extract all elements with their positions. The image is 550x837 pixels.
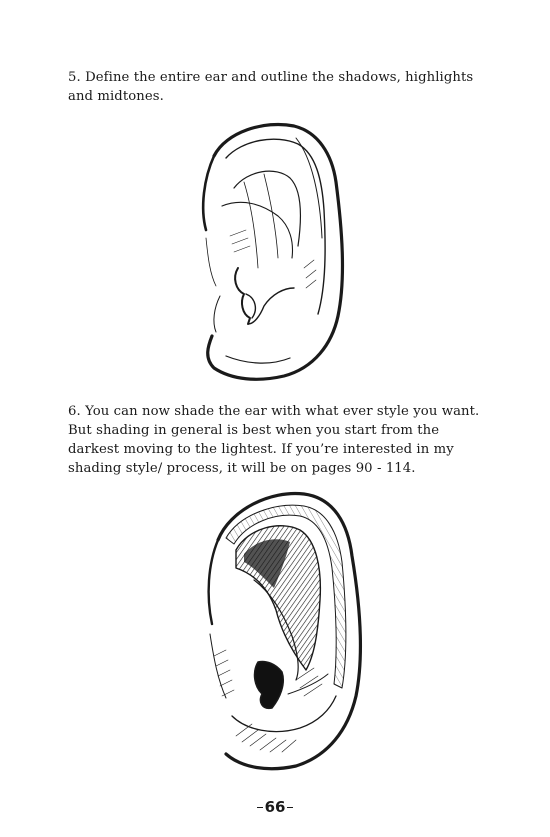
- ear-shaded-drawing: [196, 484, 368, 774]
- step-5-instruction: 5. Define the entire ear and outline the shadows, highlights and midtones.: [68, 70, 474, 104]
- ear-outline-drawing: [186, 118, 356, 386]
- page-number: 66: [0, 798, 550, 816]
- step-6-instruction: 6. You can now shade the ear with what ever style you want. But shading in general is best when you start from the darkest moving to the lightest. If you’re interested in my shading style/ process, it will be on pages 90 - 114.: [68, 404, 480, 476]
